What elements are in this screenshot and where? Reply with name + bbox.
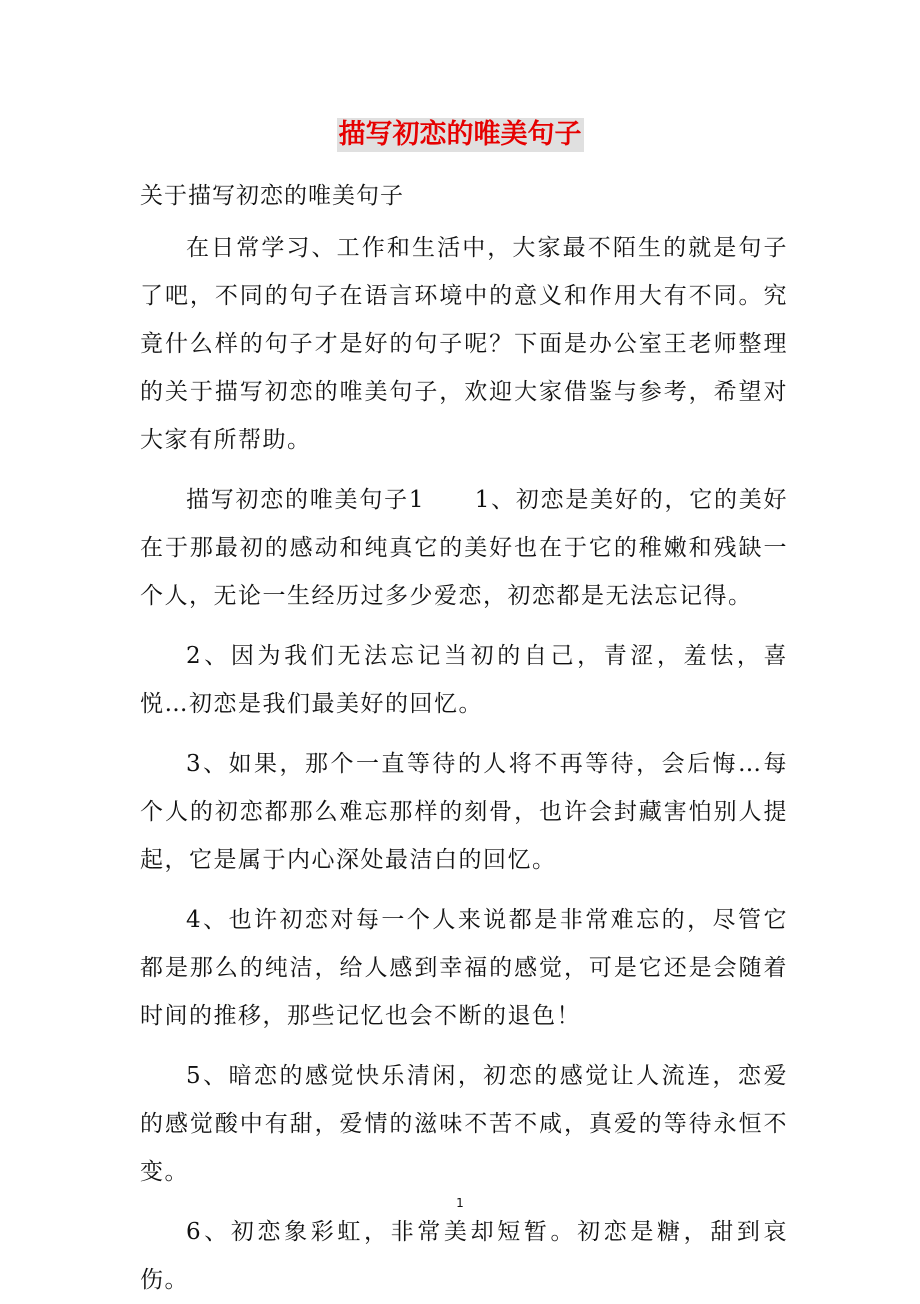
paragraph-5: 5、暗恋的感觉快乐清闲，初恋的感觉让人流连，恋爱的感觉酸中有甜，爱情的滋味不苦不咸，真爱的等待永恒不变。 [140,1063,788,1185]
paragraph-intro: 在日常学习、工作和生活中，大家最不陌生的就是句子了吧，不同的句子在语言环境中的意义和作用大有不同。究竟什么样的句子才是好的句子呢？下面是办公室王老师整理的关于描写初恋的唯美句子，欢迎大家借鉴与参考，希望对大家有所帮助。 [140,235,788,453]
document-body [140,224,788,1304]
paragraph-6: 6、初恋象彩虹，非常美却短暂。初恋是糖，甜到哀伤。 [140,1219,788,1293]
paragraph-4: 4、也许初恋对每一个人来说都是非常难忘的，尽管它都是那么的纯洁，给人感到幸福的感觉，可是它还是会随着时间的推移，那些记忆也会不断的退色！ [140,907,788,1029]
document-title: 描写初恋的唯美句子 [338,119,582,150]
paragraph-2: 2、因为我们无法忘记当初的自己，青涩，羞怯，喜悦…初恋是我们最美好的回忆。 [140,643,788,717]
paragraph-1: 描写初恋的唯美句子1 1、初恋是美好的，它的美好在于那最初的感动和纯真它的美好也在于它的稚嫩和残缺一个人，无论一生经历过多少爱恋，初恋都是无法忘记得。 [140,487,788,609]
page-number: 1 [456,1196,464,1210]
paragraph-3: 3、如果，那个一直等待的人将不再等待，会后悔…每个人的初恋都那么难忘那样的刻骨，也许会封藏害怕别人提起，它是属于内心深处最洁白的回忆。 [140,751,788,873]
title-container [0,118,920,152]
document-subtitle: 关于描写初恋的唯美句子 [140,183,404,209]
